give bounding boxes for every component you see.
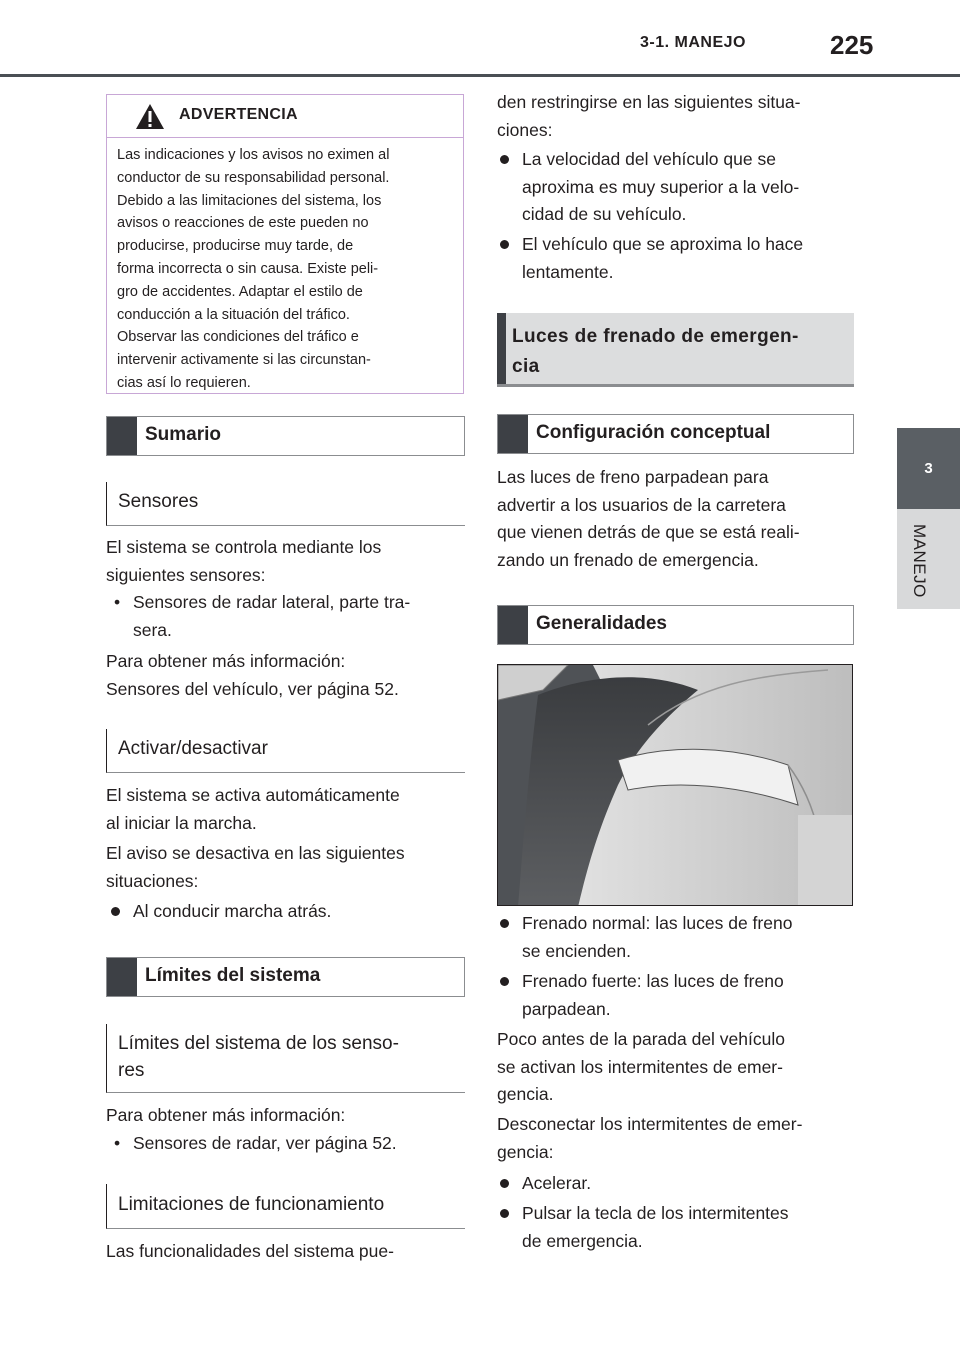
text-line: Para obtener más información: (106, 1105, 346, 1125)
warning-line: cias así lo requieren. (117, 374, 251, 391)
subsection-limitaciones (106, 1184, 465, 1229)
text-line: que vienen detrás de que se está reali- (497, 522, 800, 542)
text-line: Frenado fuerte: las luces de freno (522, 971, 784, 991)
section-bar (498, 415, 528, 453)
text-line: El sistema se controla mediante los (106, 537, 382, 557)
text-line: lentamente. (522, 261, 614, 282)
dash-list-item (114, 1130, 397, 1158)
brake-light-illustration (497, 664, 853, 906)
text-line: den restringirse en las siguientes situa- (497, 92, 801, 112)
bullet-item (522, 1200, 789, 1255)
text-line: zando un frenado de emergencia. (497, 549, 759, 570)
paragraph (497, 464, 800, 574)
section-bar (107, 958, 137, 996)
text-line: Poco antes de la parada del vehículo (497, 1029, 785, 1049)
bullet-marker: • (114, 592, 121, 612)
bullet-item (522, 146, 799, 229)
subsection-title: Sensores (118, 491, 199, 512)
paragraph (106, 1238, 394, 1266)
section-title: Generalidades (536, 613, 667, 634)
text-line: se activan los intermitentes de emer- (497, 1056, 783, 1077)
warning-line: forma incorrecta o sin causa. Existe peli- (117, 260, 379, 277)
paragraph (106, 534, 381, 589)
text-line: gencia. (497, 1084, 554, 1104)
paragraph (497, 1111, 802, 1166)
text-line: cidad de su vehículo. (522, 204, 687, 224)
text-line: advertir a los usuarios de la carretera (497, 494, 786, 515)
text-line: se encienden. (522, 940, 631, 961)
section-configuracion (497, 414, 854, 454)
bullet-item (522, 910, 792, 965)
text-line: Pulsar la tecla de los intermitentes (522, 1203, 789, 1223)
warning-line: Debido a las limitaciones del sistema, los (117, 192, 382, 209)
chapter-tab-number[interactable]: 3 (897, 428, 960, 509)
text-line: El sistema se activa automáticamente (106, 785, 400, 805)
warning-box (106, 94, 464, 394)
text-line: Para obtener más información: (106, 651, 346, 671)
paragraph (106, 648, 399, 703)
section-bar (498, 606, 528, 644)
text-line: La velocidad del vehículo que se (522, 149, 776, 169)
text-line: El aviso se desactiva en las siguientes (106, 843, 405, 863)
text-line: parpadean. (522, 998, 611, 1019)
text-line: Al conducir marcha atrás. (133, 901, 332, 921)
text-line: Sensores de radar lateral, parte tra- (133, 592, 411, 612)
text-line: ciones: (497, 119, 553, 140)
warning-line: conductor de su responsabilidad personal. (117, 169, 390, 186)
section-limites (106, 957, 465, 997)
paragraph (106, 1102, 345, 1130)
warning-line: Observar las condiciones del tráfico e (117, 329, 359, 346)
section-luces-frenado (497, 313, 854, 387)
warning-line: avisos o reacciones de este pueden no (117, 215, 369, 232)
text-line: res (118, 1060, 145, 1081)
paragraph (106, 782, 400, 837)
section-sumario (106, 416, 465, 456)
text-line: al iniciar la marcha. (106, 812, 257, 833)
paragraph (497, 1026, 785, 1109)
text-line: Sensores del vehículo, ver página 52. (106, 678, 399, 699)
text-line: Acelerar. (522, 1173, 592, 1193)
text-line: Las funcionalidades del sistema pue- (106, 1241, 394, 1261)
text-line: El vehículo que se aproxima lo hace (522, 234, 804, 254)
text-line: situaciones: (106, 870, 199, 891)
text-line: Luces de frenado de emergen- (512, 326, 799, 347)
text-line: Sensores de radar, ver página 52. (133, 1133, 397, 1153)
text-line: sera. (133, 619, 172, 640)
warning-line: conducción a la situación del tráfico. (117, 306, 350, 323)
chapter-title: 3-1. MANEJO (640, 34, 746, 51)
text-line: gencia: (497, 1141, 554, 1162)
text-line: cia (512, 356, 540, 377)
dash-list-item (114, 589, 411, 644)
bullet-item (522, 231, 803, 286)
section-bar (107, 417, 137, 455)
text-line: aproxima es muy superior a la velo- (522, 176, 800, 197)
text-line: de emergencia. (522, 1230, 643, 1251)
section-title (512, 322, 799, 382)
bullet-marker: • (114, 1133, 121, 1153)
paragraph (497, 89, 801, 144)
warning-line: intervenir activamente si las circunstan- (117, 352, 371, 369)
page-number: 225 (830, 30, 874, 60)
section-title: Configuración conceptual (536, 422, 771, 443)
chapter-tab-label (897, 509, 960, 609)
subsection-activar (106, 729, 465, 773)
chapter-tab-label-text: MANEJO (910, 524, 929, 598)
section-generalidades (497, 605, 854, 645)
text-line: Desconectar los intermitentes de emer- (497, 1114, 803, 1134)
subsection-limites-sensores (106, 1024, 465, 1093)
bullet-item (133, 898, 331, 926)
subsection-title: Activar/desactivar (118, 738, 268, 759)
subsection-title (118, 1030, 399, 1084)
text-line: Frenado normal: las luces de freno (522, 913, 793, 933)
subsection-title: Limitaciones de funcionamiento (118, 1194, 385, 1215)
bullet-item (522, 1170, 591, 1198)
warning-text (107, 138, 463, 395)
warning-line: Las indicaciones y los avisos no eximen al (117, 147, 390, 163)
text-line: siguientes sensores: (106, 564, 266, 585)
car-rear-light-image (498, 665, 853, 906)
section-title: Sumario (145, 424, 222, 445)
warning-line: gro de accidentes. Adaptar el estilo de (117, 283, 363, 300)
header-rule (0, 74, 960, 77)
warning-title: ADVERTENCIA (179, 106, 298, 123)
warning-line: producirse, producirse muy tarde, de (117, 238, 354, 255)
warning-header (107, 95, 463, 138)
text-line: Las luces de freno parpadean para (497, 467, 769, 487)
text-line: Límites del sistema de los senso- (118, 1033, 399, 1054)
section-title: Límites del sistema (145, 965, 321, 986)
section-bar (497, 313, 506, 384)
subsection-sensores (106, 482, 465, 526)
bullet-item (522, 968, 784, 1023)
paragraph (106, 840, 405, 895)
warning-triangle-icon (135, 103, 165, 130)
